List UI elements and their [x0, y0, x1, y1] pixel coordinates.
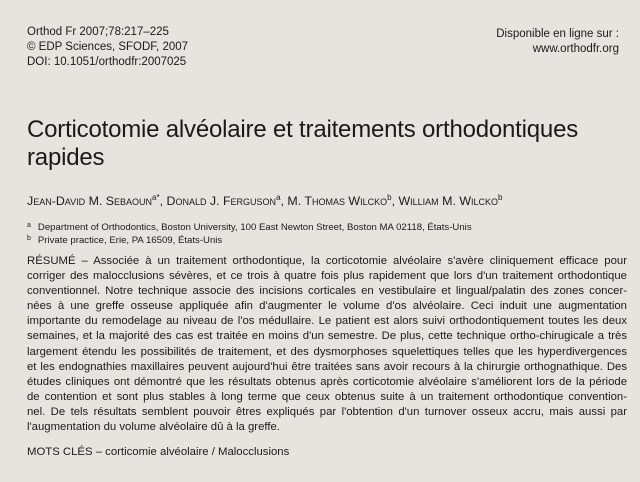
abstract-line: et les endognathies maxillaires peuvent aujourd'hui être traitées sans avoir recours à la chirurgie orthognathique. Des: [27, 360, 627, 373]
journal-website: www.orthodfr.org: [532, 43, 619, 55]
abstract-line: largement étendu les possibilités de traitement, et des dysmorphoses squelettiques telles que les hyperdivergences: [27, 345, 627, 358]
abstract-line: conventionnel. Notre technique associe des incisions corticales en vestibulaire et lingual/palatin des zones concer-: [27, 285, 627, 298]
abstract-line: RÉSUMÉ – Associée à un traitement orthodontique, la corticotomie alvéolaire s'avère cliniquement efficace pour: [27, 255, 627, 267]
author-name: M. Thomas Wilcko: [287, 194, 388, 208]
abstract-line: l'augmentation du volume alvéolaire dû à la greffe.: [27, 421, 280, 434]
affiliation-item: $^a$ Department of Orthodontics, Boston University, 100 East Newton Street, Boston MA 02118, États-Unis: [27, 222, 472, 233]
author-name: William M. Wilcko: [398, 194, 499, 208]
abstract-line: nées à une greffe osseuse appliquée afin d'augmenter le volume d'os alvéolaire. Ceci induit une augmentation: [27, 300, 627, 313]
affiliation-marker: a*: [152, 193, 160, 202]
author-name: Jean-David M. Sebaoun: [27, 194, 153, 208]
affiliation-marker: b: [498, 193, 503, 202]
journal-reference: Orthod Fr 2007;78:217–225: [27, 26, 169, 38]
abstract-line: nel. De tels résultats semblent pouvoir êtres expliqués par l'obtention d'un turnover osseux accru, mais aussi par: [27, 405, 627, 418]
abstract-line: corriger des malocclusions sévères, et ce trois à quatre fois plus rapidement que lors d'un traitement orthodontique: [27, 270, 627, 283]
title-line: Corticotomie alvéolaire et traitements orthodontiques: [27, 116, 579, 143]
abstract-line: études cliniques ont démontré que les résultats obtenus après corticotomie alvéolaire s'améliorent lors de la période: [27, 375, 627, 388]
keywords: MOTS CLÉS – corticomie alvéolaire / Malocclusions: [27, 446, 290, 458]
doi-line: DOI: 10.1051/orthodfr:2007025: [27, 56, 187, 68]
article-title: [27, 116, 627, 172]
author-list: Jean-David M. Sebaoun$^{a*}$, Donald J. Ferguson$^a$, M. Thomas Wilcko$^b$, William M. Wilcko$^b$: [27, 193, 503, 208]
copyright-line: © EDP Sciences, SFODF, 2007: [27, 41, 189, 53]
online-label: Disponible en ligne sur :: [496, 28, 619, 40]
abstract-line: de contention et sont plus stables à long terme que ceux obtenus suite à un traitement orthodontique convention-: [27, 390, 627, 403]
abstract-line: semaines, et la majorité des cas est traitée en moins d'un semestre. De plus, cette technique ortho-chirugicale a très: [27, 330, 627, 343]
online-availability: [496, 27, 619, 57]
author-name: Donald J. Ferguson: [166, 194, 277, 208]
journal-citation: [27, 25, 188, 70]
title-line: rapides: [27, 144, 105, 171]
affiliation-marker: a: [276, 193, 281, 202]
affiliation-marker: b: [387, 193, 392, 202]
affiliation-item: $^b$ Private practice, Erie, PA 16509, États-Unis: [27, 235, 223, 246]
abstract-line: importante du remodelage au niveau de l'os médullaire. Le patient est alors suivi orthodontiquement toutes les deux: [27, 315, 627, 328]
affiliations: [27, 221, 627, 247]
abstract: [27, 254, 627, 435]
